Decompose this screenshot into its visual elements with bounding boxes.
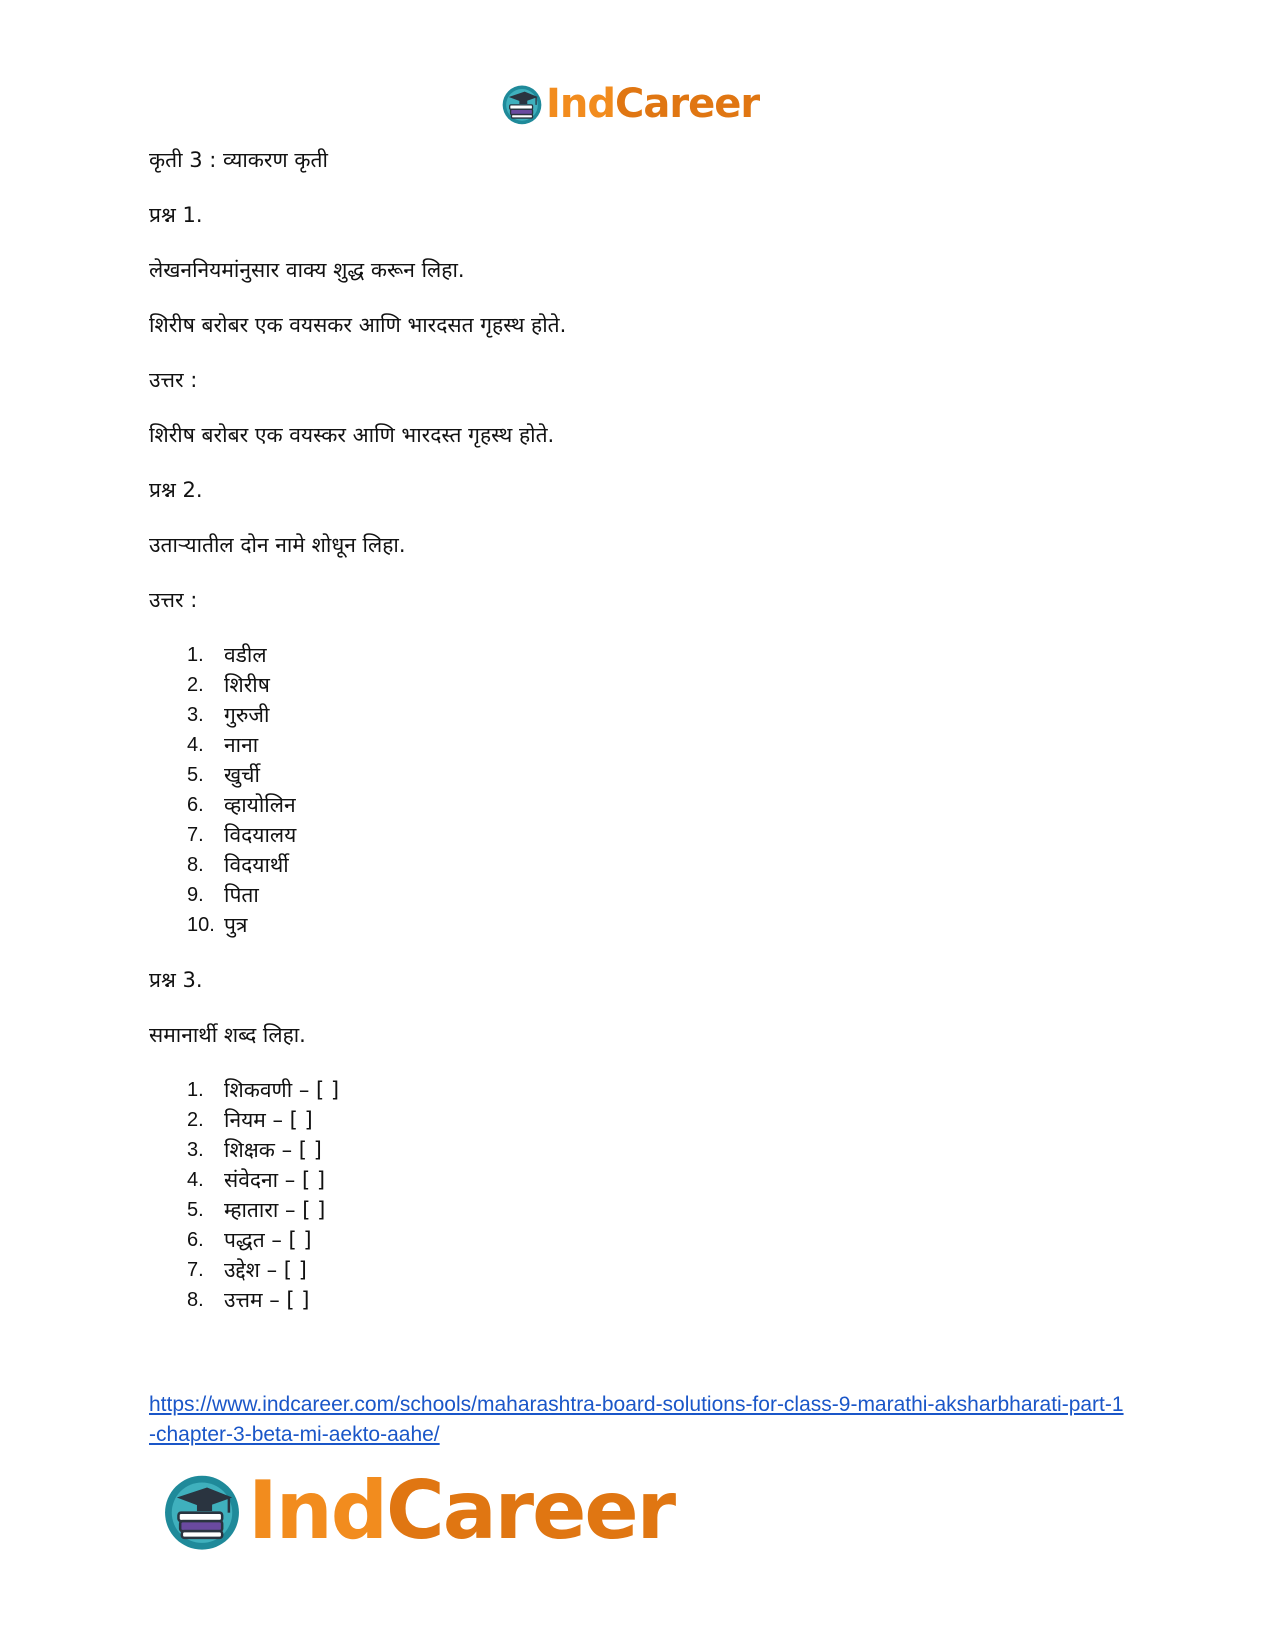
question-1-answer: शिरीष बरोबर एक वयस्कर आणि भारदस्त गृहस्थ होते. <box>149 423 555 447</box>
list-item: 3. शिक्षक – [ ] <box>187 1138 322 1162</box>
list-item: 6. व्हायोलिन <box>187 793 296 817</box>
list-item: 1. शिकवणी – [ ] <box>187 1078 340 1102</box>
list-item: 8. उत्तम – [ ] <box>187 1288 310 1312</box>
question-2-label: प्रश्न 2. <box>149 478 203 502</box>
list-item: 9. पिता <box>187 883 259 907</box>
list-item: 4. संवेदना – [ ] <box>187 1168 326 1192</box>
list-item: 7. विदयालय <box>187 823 297 847</box>
question-2-answer-list <box>149 640 1129 940</box>
list-item: 10. पुत्र <box>187 913 248 937</box>
list-item: 3. गुरुजी <box>187 703 270 727</box>
brand-wordmark: IndCareer <box>248 1464 675 1557</box>
list-item: 1. वडील <box>187 643 267 667</box>
question-3-list <box>149 1075 1129 1315</box>
question-2-answer-label: उत्तर : <box>149 588 198 612</box>
footer-logo <box>160 1465 674 1557</box>
list-item: 2. नियम – [ ] <box>187 1108 313 1132</box>
brand-wordmark: IndCareer <box>546 81 760 127</box>
document-body <box>149 145 1129 1340</box>
question-1-answer-label: उत्तर : <box>149 368 198 392</box>
question-3-instruction: समानार्थी शब्द लिहा. <box>149 1023 306 1047</box>
list-item: 8. विदयार्थी <box>187 853 289 877</box>
list-item: 5. म्हातारा – [ ] <box>187 1198 326 1222</box>
header-logo <box>500 78 759 130</box>
question-1-label: प्रश्न 1. <box>149 203 203 227</box>
source-link[interactable]: https://www.indcareer.com/schools/maharashtra-board-solutions-for-class-9-marathi-aksharbharati-part-1-chapter-3-beta-mi-aekto-aahe/ <box>149 1393 1124 1446</box>
question-1-instruction: लेखननियमांनुसार वाक्य शुद्ध करून लिहा. <box>149 258 465 282</box>
list-item: 7. उद्देश – [ ] <box>187 1258 307 1282</box>
question-1-sentence: शिरीष बरोबर एक वयसकर आणि भारदसत गृहस्थ होते. <box>149 313 567 337</box>
question-2-instruction: उताऱ्यातील दोन नामे शोधून लिहा. <box>149 533 406 557</box>
graduation-book-logo-icon <box>500 82 544 126</box>
list-item: 4. नाना <box>187 733 259 757</box>
section-title: कृती 3 : व्याकरण कृती <box>149 148 328 172</box>
question-3-label: प्रश्न 3. <box>149 968 203 992</box>
list-item: 6. पद्धत – [ ] <box>187 1228 312 1252</box>
list-item: 2. शिरीष <box>187 673 270 697</box>
list-item: 5. खुर्ची <box>187 763 260 787</box>
graduation-book-logo-icon <box>160 1469 244 1553</box>
